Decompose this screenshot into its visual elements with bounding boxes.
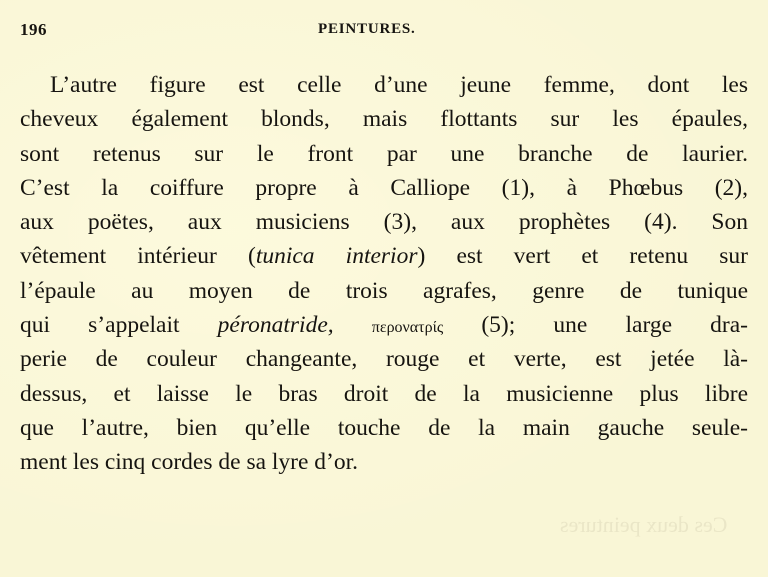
text-line — [20, 308, 748, 342]
text-line — [20, 68, 748, 102]
text-line — [20, 411, 748, 445]
text-line — [20, 274, 748, 308]
text-span: ) est vert et retenu sur — [417, 243, 748, 270]
greek-term: περονατρίς — [371, 319, 444, 337]
text-line — [20, 239, 748, 273]
text-span: aux poëtes, aux musiciens (3), aux prophètes (4). Son — [20, 209, 748, 236]
text-span — [334, 312, 372, 338]
text-span: qui s’appelait — [20, 312, 218, 339]
text-span: que l’autre, bien qu’elle touche de la main gauche seule- — [20, 414, 748, 441]
text-span: sont retenus sur le front par une branche de laurier. — [20, 140, 748, 167]
paragraph — [20, 68, 748, 480]
text-span: dessus, et laisse le bras droit de la musicienne plus libre — [20, 380, 748, 407]
text-line — [20, 102, 748, 136]
bleed-through-text: Ces deux peintures — [560, 512, 728, 537]
text-span: l’épaule au moyen de trois agrafes, genre de tunique — [20, 277, 748, 304]
text-line — [20, 377, 748, 411]
page-header — [20, 20, 748, 40]
text-line — [20, 205, 748, 239]
italic-term: tunica interior — [255, 243, 418, 270]
running-title: PEINTURES. — [318, 21, 416, 37]
text-span: vêtement intérieur ( — [20, 243, 256, 270]
text-line — [20, 342, 748, 376]
text-span: perie de couleur changeante, rouge et verte, est jetée là- — [20, 346, 748, 373]
text-span: (5); une large dra- — [443, 312, 748, 339]
text-line — [20, 171, 748, 205]
text-span: L’autre figure est celle d’une jeune femme, dont les — [50, 72, 748, 98]
page-number: 196 — [20, 20, 47, 39]
text-line — [20, 445, 748, 479]
text-span: C’est la coiffure propre à Calliope (1), à Phœbus (2), — [20, 174, 748, 201]
text-line — [20, 137, 748, 171]
text-span: cheveux également blonds, mais flottants sur les épaules, — [20, 106, 748, 133]
text-span: ment les cinq cordes de sa lyre d’or. — [20, 449, 359, 476]
italic-term: péronatride, — [217, 312, 334, 339]
